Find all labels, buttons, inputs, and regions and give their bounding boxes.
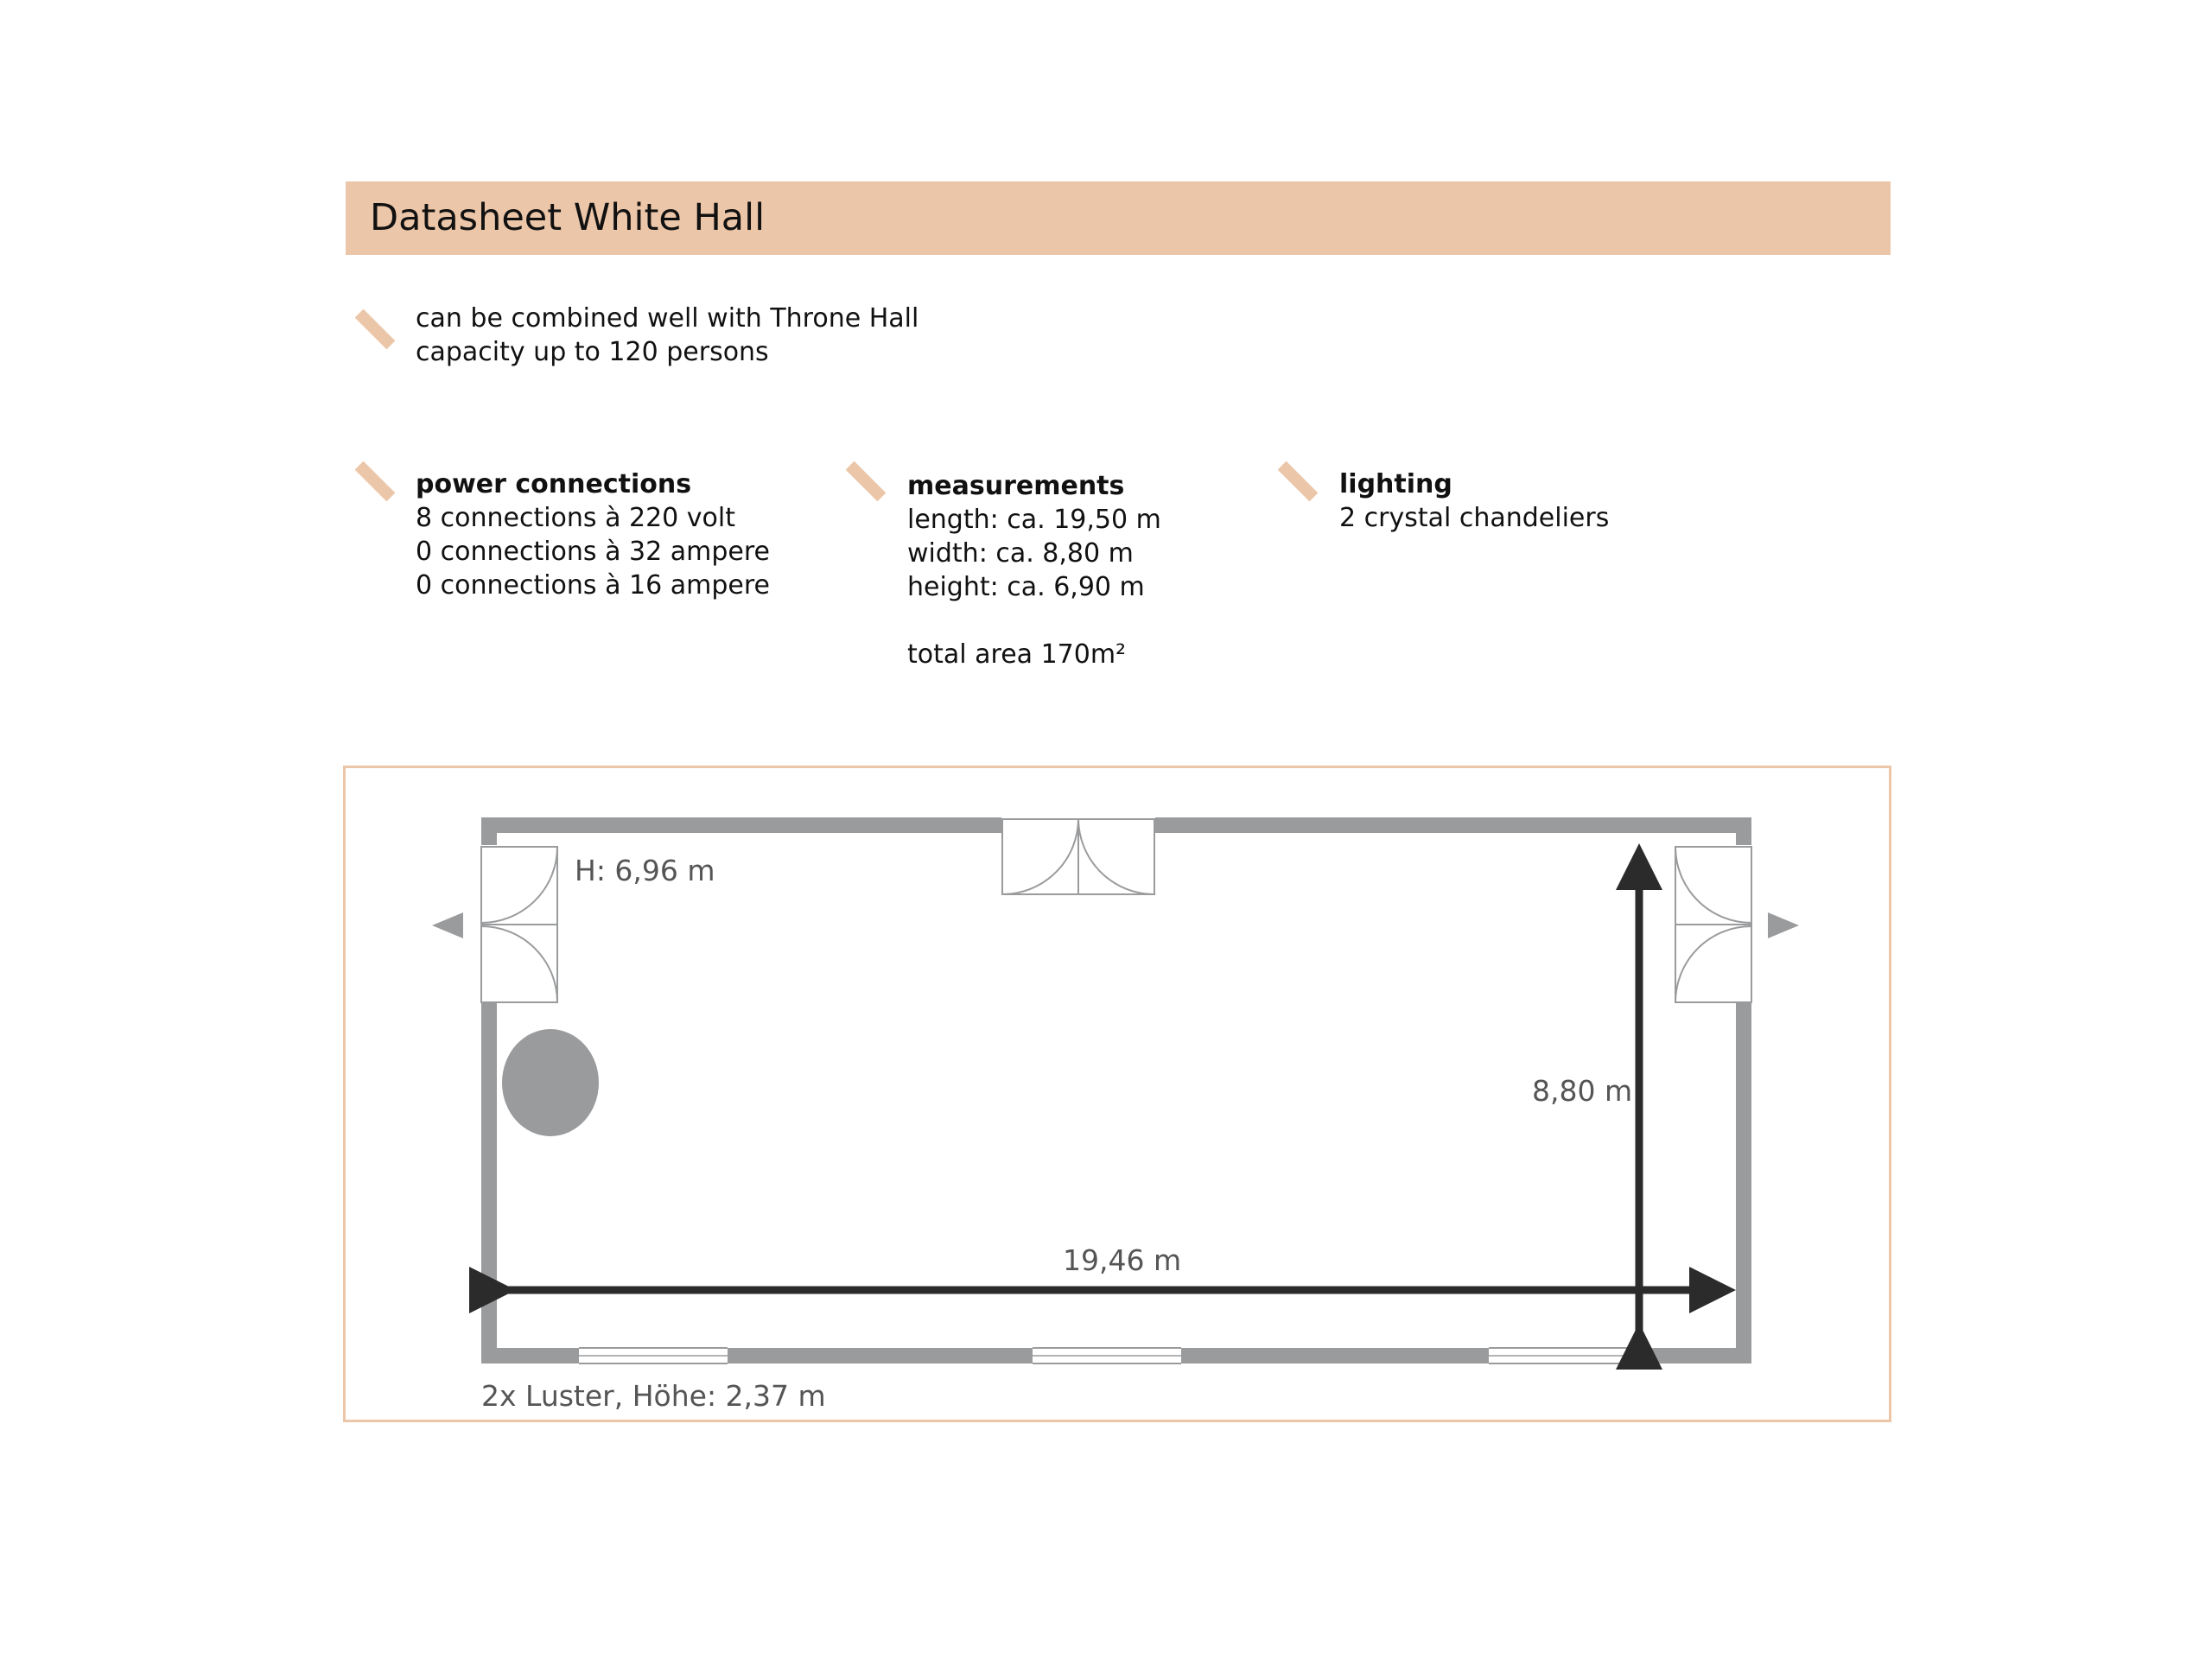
page-title: Datasheet White Hall <box>370 196 766 239</box>
measurements-line: height: ca. 6,90 m <box>907 572 1145 602</box>
window <box>1033 1348 1181 1363</box>
power-line: 0 connections à 16 ampere <box>416 570 770 601</box>
measurements-heading: measurements <box>907 471 1125 501</box>
lighting-line: 2 crystal chandeliers <box>1339 503 1610 533</box>
chandelier-label: 2x Luster, Höhe: 2,37 m <box>481 1379 826 1413</box>
right-double-door <box>1675 845 1753 1002</box>
top-double-door <box>1001 816 1155 894</box>
length-label: 19,46 m <box>1063 1243 1182 1277</box>
chandelier-marker <box>502 1029 599 1136</box>
intro-combined: can be combined well with Throne Hall <box>416 303 919 334</box>
intro-capacity: capacity up to 120 persons <box>416 337 769 367</box>
window <box>1489 1348 1637 1363</box>
measurements-line: width: ca. 8,80 m <box>907 538 1134 569</box>
window <box>579 1348 728 1363</box>
power-line: 0 connections à 32 ampere <box>416 537 770 567</box>
power-heading: power connections <box>416 469 692 499</box>
width-label: 8,80 m <box>1532 1074 1633 1108</box>
left-entrance-arrow-icon <box>432 912 463 938</box>
right-entrance-arrow-icon <box>1768 912 1799 938</box>
measurements-line: length: ca. 19,50 m <box>907 505 1161 535</box>
room-height-label: H: 6,96 m <box>575 854 715 887</box>
power-line: 8 connections à 220 volt <box>416 503 736 533</box>
lighting-heading: lighting <box>1339 469 1452 499</box>
measurements-total: total area 170m² <box>907 639 1127 670</box>
left-double-door <box>480 845 557 1002</box>
